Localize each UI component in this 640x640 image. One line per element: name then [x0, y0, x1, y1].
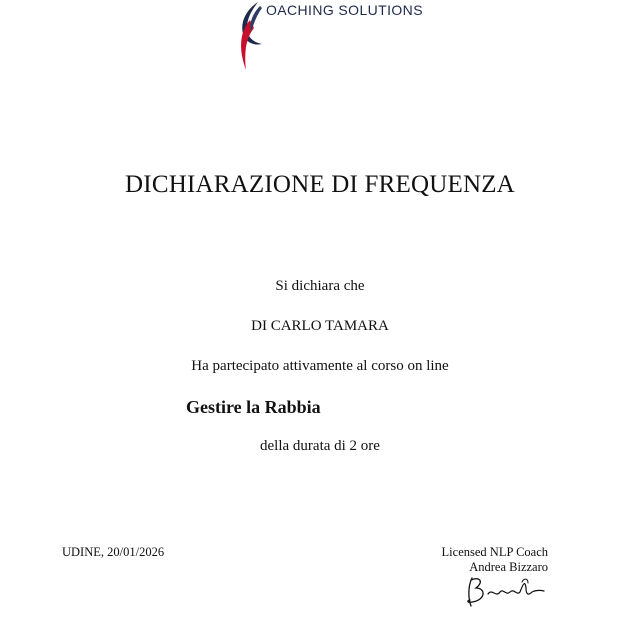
signer-role: Licensed NLP Coach	[441, 545, 548, 559]
intro-text: Si dichiara che	[275, 278, 365, 294]
participation-text: Ha partecipato attivamente al corso on line	[191, 358, 449, 374]
place-date: UDINE, 20/01/2026	[62, 545, 165, 559]
signer-name: Andrea Bizzaro	[469, 560, 548, 574]
course-name: Gestire la Rabbia	[186, 397, 321, 417]
logo-text: OACHING SOLUTIONS	[266, 2, 423, 18]
handwritten-signature-icon	[462, 574, 554, 610]
signer-block	[442, 545, 548, 575]
duration-text: della durata di 2 ore	[260, 438, 380, 454]
certificate-title: DICHIARAZIONE DI FREQUENZA	[125, 171, 515, 198]
participant-name: DI CARLO TAMARA	[251, 318, 389, 334]
logo	[232, 0, 432, 72]
